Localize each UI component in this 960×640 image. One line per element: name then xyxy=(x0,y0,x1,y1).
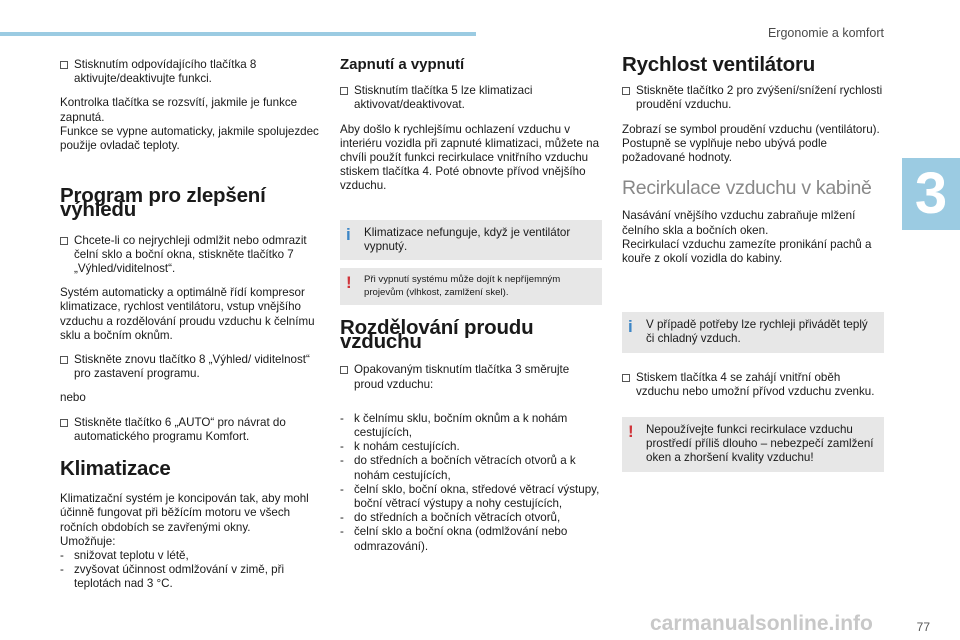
list-item: Opakovaným tisknutím tlačítka 3 směrujte proud vzduchu: xyxy=(340,363,602,391)
warning-icon: ! xyxy=(346,273,352,293)
list-item: - snižovat teplotu v létě, xyxy=(60,549,189,563)
paragraph: Klimatizační systém je koncipován tak, aby mohl účinně fungovat při běžícím motoru ve všech ročních obdobích se zavřenými okny. xyxy=(60,492,309,534)
warning-icon: ! xyxy=(628,422,634,442)
column-middle xyxy=(340,58,602,554)
paragraph: Funkce se vypne automaticky, jakmile spolujezdec použije ovladač teploty. xyxy=(60,124,319,153)
info-note: i V případě potřeby lze rychleji přivádět teplý či chladný vzduch. xyxy=(622,312,884,352)
info-note: i Klimatizace nefunguje, když je ventilátor vypnutý. xyxy=(340,220,602,260)
list-item: - k čelnímu sklu, bočním oknům a k nohám cestujících, xyxy=(340,411,568,440)
checkbox-bullet-icon xyxy=(340,84,354,112)
section-heading: Recirkulace vzduchu v kabině xyxy=(622,177,872,200)
paragraph: Umožňuje: xyxy=(60,534,116,548)
checkbox-bullet-icon xyxy=(60,416,74,444)
chapter-title: Ergonomie a komfort xyxy=(767,26,884,40)
section-heading: Program pro zlepšení výhledu xyxy=(60,184,266,222)
list-item: Stiskněte tlačítko 6 „AUTO“ pro návrat do automatického programu Komfort. xyxy=(60,416,322,444)
checkbox-bullet-icon xyxy=(60,353,74,381)
warning-note: ! Při vypnutí systému může dojít k nepříjemným projevům (vlhkost, zamlžení skel). xyxy=(340,268,602,305)
header-accent-bar xyxy=(0,32,476,36)
paragraph: Kontrolka tlačítka se rozsvítí, jakmile je funkce zapnutá. xyxy=(60,96,298,124)
checkbox-bullet-icon xyxy=(60,58,74,86)
paragraph: Nasávání vnějšího vzduchu zabraňuje mlžení čelního skla a bočních oken. xyxy=(622,209,856,237)
column-right xyxy=(622,53,884,480)
list-item: - čelní sklo a boční okna (odmlžování nebo odmrazování). xyxy=(340,525,568,553)
paragraph: Recirkulací vzduchu zamezíte pronikání pachů a kouře z okolí vozidla do kabiny. xyxy=(622,237,872,266)
checkbox-bullet-icon xyxy=(340,363,354,391)
paragraph: Systém automaticky a optimálně řídí kompresor klimatizace, rychlost ventilátoru, vstup vnějšího vzduchu a rozdělování proudu vzduchu k čelnímu sklu a bočním oknům. xyxy=(60,286,315,342)
list-item: - zvyšovat účinnost odmlžování v zimě, při teplotách nad 3 °C. xyxy=(60,563,285,591)
list-item: Stiskněte tlačítko 2 pro zvýšení/snížení rychlosti proudění vzduchu. xyxy=(622,84,884,112)
list-item: Stisknutím tlačítka 5 lze klimatizaci aktivovat/deaktivovat. xyxy=(340,84,602,112)
checkbox-bullet-icon xyxy=(622,84,636,112)
column-left xyxy=(60,58,322,592)
info-icon: i xyxy=(346,224,351,244)
chapter-number-tab: 3 xyxy=(902,158,960,230)
list-item: Stisknutím odpovídajícího tlačítka 8 aktivujte/deaktivujte funkci. xyxy=(60,58,322,86)
warning-note: ! Nepoužívejte funkci recirkulace vzduchu prostředí příliš dlouho – nebezpečí zamlžení oken a zhoršení kvality vzduchu! xyxy=(622,417,884,472)
paragraph: Aby došlo k rychlejšímu ochlazení vzduchu v interiéru vozidla při zapnuté klimatizaci, můžete na chvíli použít funkci recirkulace vnitřního vzduchu stiskem tlačítka 4. Poté obnovte přívod vnějšího vzduchu. xyxy=(340,122,600,193)
list-item: Chcete-li co nejrychleji odmlžit nebo odmrazit čelní sklo a boční okna, stiskněte tlačítko 7 „Výhled/viditelnost“. xyxy=(60,234,322,277)
list-item: - čelní sklo, boční okna, středové větrací výstupy, boční větrací výstupy a nohy cestujících, xyxy=(340,482,600,511)
list-item: Stiskem tlačítka 4 se zahájí vnitřní oběh vzduchu nebo umožní přívod vzduchu zvenku. xyxy=(622,371,884,399)
watermark: carmanualsonline.info xyxy=(650,612,873,635)
list-item: - k nohám cestujících. xyxy=(340,440,460,454)
checkbox-bullet-icon xyxy=(622,371,636,399)
section-heading: Zapnutí a vypnutí xyxy=(340,56,465,73)
section-heading: Rychlost ventilátoru xyxy=(622,53,816,76)
list-item: - do středních a bočních větracích otvorů a k nohám cestujících, xyxy=(340,454,576,482)
info-icon: i xyxy=(628,317,633,337)
paragraph: Zobrazí se symbol proudění vzduchu (ventilátoru). Postupně se vyplňuje nebo ubývá podle požadované hodnoty. xyxy=(622,122,880,165)
checkbox-bullet-icon xyxy=(60,234,74,277)
list-item: - do středních a bočních větracích otvorů, xyxy=(340,511,561,525)
page-number: 77 xyxy=(916,620,930,634)
paragraph: nebo xyxy=(60,391,86,405)
section-heading: Rozdělování proudu vzduchu xyxy=(340,316,534,354)
section-heading: Klimatizace xyxy=(60,457,171,481)
list-item: Stiskněte znovu tlačítko 8 „Výhled/ viditelnost“ pro zastavení programu. xyxy=(60,353,322,381)
